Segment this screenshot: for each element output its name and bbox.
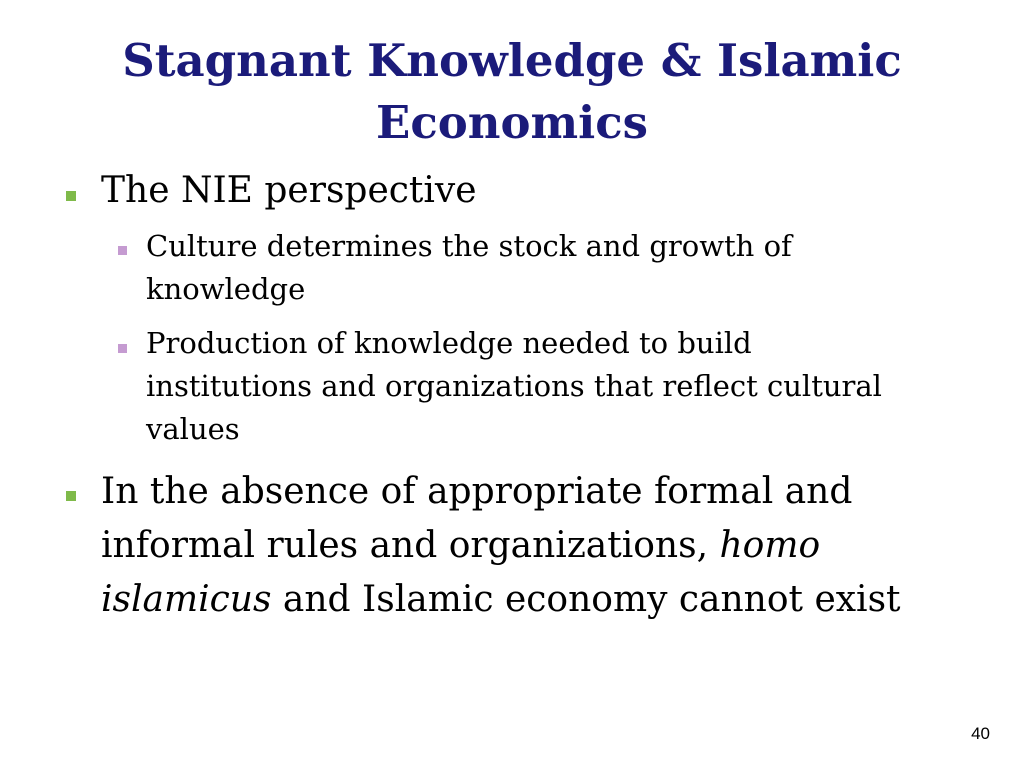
bullet-2-text bbox=[101, 465, 1001, 627]
bullet-2-text-part-1: In the absence of appropriate formal and informal rules and organizations, bbox=[101, 471, 853, 566]
sub-bullet-2-text: Production of knowledge needed to build institutions and organizations that reflect cultural values bbox=[146, 326, 882, 446]
bullet-2-italic-term: homo islamicus bbox=[101, 525, 821, 620]
bullet-marker-1 bbox=[66, 191, 76, 201]
bullet-1-text: The NIE perspective bbox=[101, 170, 477, 211]
bullet-marker-2 bbox=[66, 491, 76, 501]
slide-title: Stagnant Knowledge & Islamic Economics bbox=[122, 34, 902, 149]
bullet-2-text-part-3: and Islamic economy cannot exist bbox=[271, 579, 901, 620]
sub-bullet-1-text: Culture determines the stock and growth of knowledge bbox=[146, 229, 792, 306]
sub-bullet-marker-2 bbox=[118, 344, 127, 353]
page-number: 40 bbox=[971, 724, 990, 743]
sub-bullet-marker-1 bbox=[118, 246, 127, 255]
